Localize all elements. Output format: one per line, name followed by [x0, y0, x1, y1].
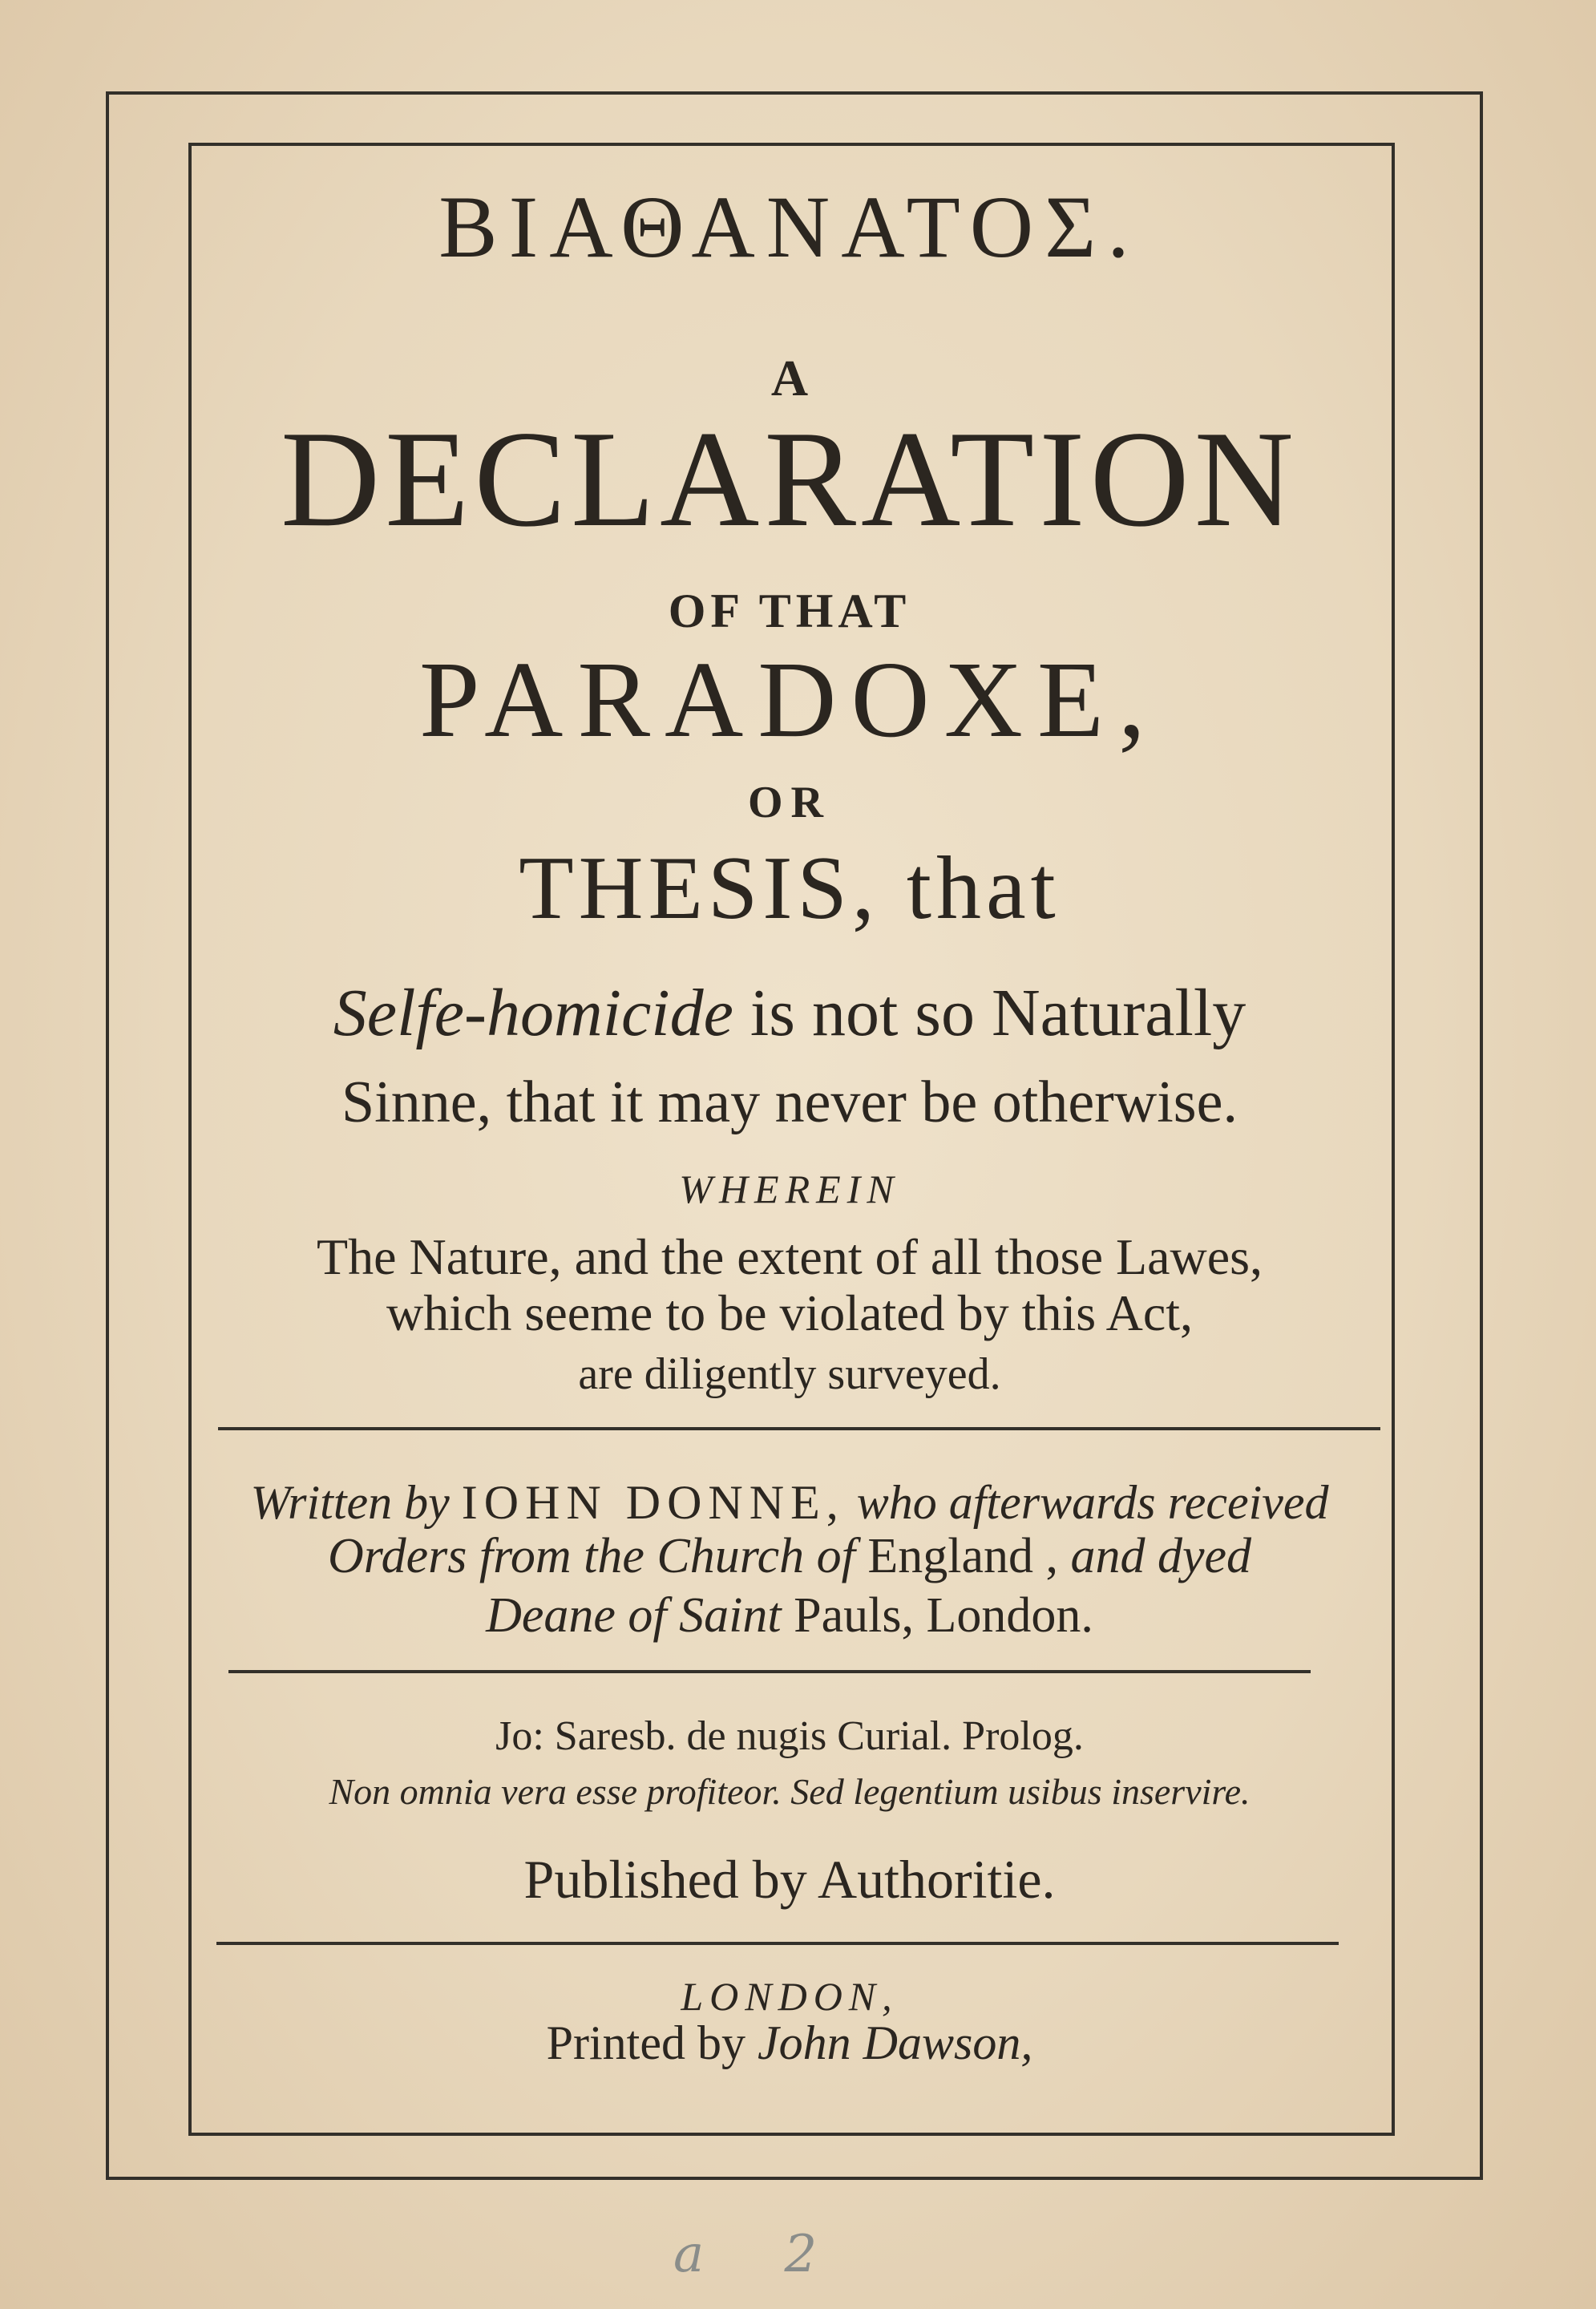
greek-title: ΒΙΑΘΑΝΑΤΟΣ. — [438, 178, 1141, 276]
thesis-italic: Selfe-homicide — [333, 976, 733, 1050]
england-text: England , — [867, 1529, 1058, 1583]
divider-1 — [218, 1427, 1380, 1430]
wherein: WHEREIN — [679, 1167, 900, 1211]
divider-2 — [228, 1670, 1311, 1673]
title-of-that: OF THAT — [668, 584, 911, 637]
imprint-city: LONDON, — [681, 1974, 899, 2019]
pauls-text: Pauls, London. — [794, 1588, 1093, 1643]
author-line-3 — [188, 1588, 1391, 1643]
published-by: Published by Authoritie. — [523, 1849, 1056, 1910]
desc-line-1: The Nature, and the extent of all those Lawes, — [317, 1228, 1263, 1285]
dyed-text: and dyed — [1070, 1529, 1252, 1583]
divider-3 — [216, 1942, 1339, 1945]
author-line-2 — [188, 1531, 1391, 1581]
title-a: A — [770, 350, 809, 406]
thesis-line-1 — [188, 976, 1391, 1050]
desc-line-3: are diligently surveyed. — [578, 1349, 1001, 1399]
title-or: OR — [748, 778, 831, 827]
author-note: who afterwards received — [856, 1476, 1329, 1529]
signature-mark: a 2 — [673, 2225, 850, 2284]
thesis-line-2: Sinne, that it may never be otherwise. — [341, 1070, 1238, 1135]
desc-line-2: which seeme to be violated by this Act, — [386, 1284, 1193, 1341]
printer-name: John Dawson, — [757, 2016, 1033, 2069]
epigraph-source: Jo: Saresb. de nugis Curial. Prolog. — [495, 1713, 1084, 1759]
imprint-printer-line — [188, 2016, 1391, 2069]
title-thesis: THESIS, that — [519, 839, 1061, 938]
author-line-1 — [188, 1478, 1391, 1527]
written-by: Written by — [250, 1476, 450, 1529]
thesis-roman: is not so Naturally — [750, 976, 1246, 1050]
title-paradoxe: PARADOXE, — [418, 640, 1160, 760]
orders-text: Orders from the Church of — [327, 1529, 855, 1583]
epigraph-quote: Non omnia vera esse profiteor. Sed legentium usibus inservire. — [329, 1771, 1251, 1812]
author-name: IOHN DONNE, — [461, 1476, 845, 1529]
title-declaration: DECLARATION — [281, 403, 1299, 556]
printed-by: Printed by — [546, 2016, 745, 2069]
deane-text: Deane of Saint — [486, 1588, 782, 1643]
